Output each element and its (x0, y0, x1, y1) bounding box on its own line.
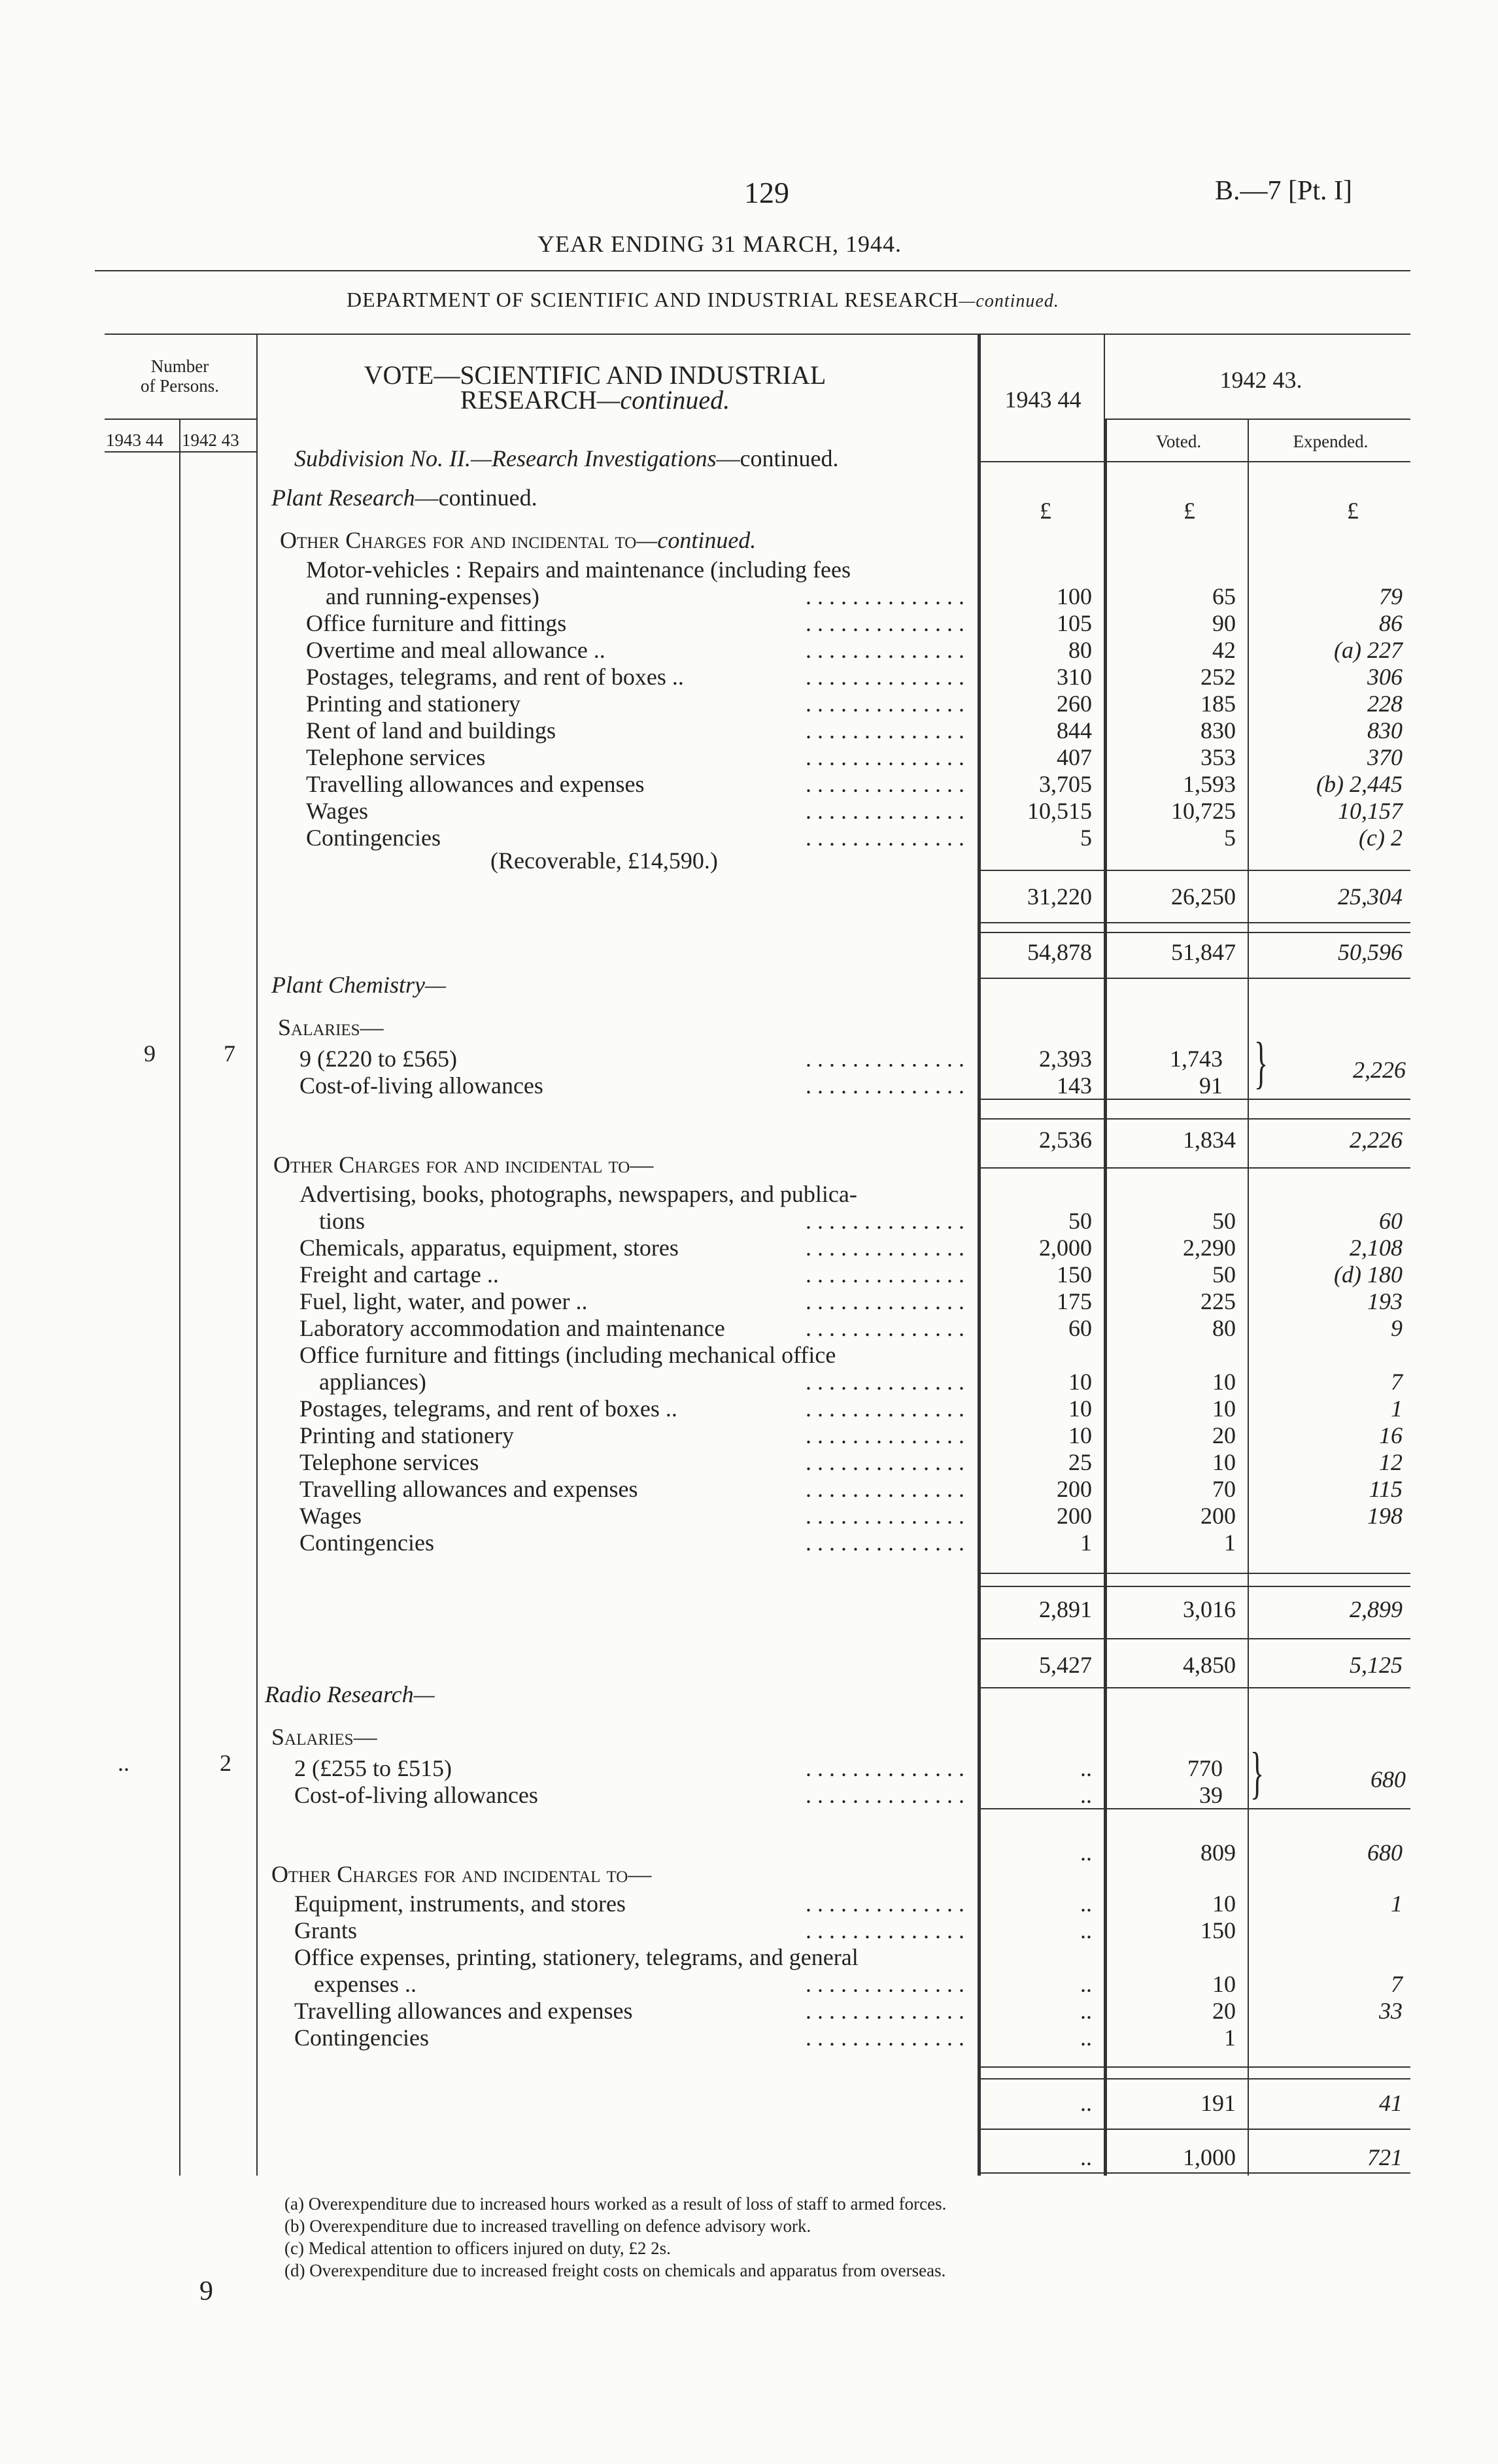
leader-dots: . . . . . . . . . . . . . . (806, 1998, 964, 2024)
radio-research-salaries-heading: Salaries— (271, 1724, 377, 1750)
leader-dots: . . . . . . . . . . . . . . (806, 610, 964, 636)
amount-1943: 2,393 (1039, 1046, 1092, 1072)
amount-expended: (b) 2,445 (1316, 771, 1403, 797)
amount-voted: 10 (1212, 1369, 1236, 1395)
amount-expended: (c) 2 (1359, 825, 1403, 851)
subtotal-rule (978, 870, 1410, 871)
page-number: 129 (744, 176, 789, 209)
amount-voted: 39 (1199, 1782, 1223, 1808)
line-item-label: Contingencies (299, 1530, 434, 1556)
subtotal-rule (978, 1167, 1410, 1169)
amount-voted: 10,725 (1171, 798, 1236, 824)
leader-dots: . . . . . . . . . . . . . . (806, 798, 964, 824)
amount-expended: 2,108 (1350, 1235, 1403, 1261)
amount-expended: 79 (1379, 583, 1403, 609)
leader-dots: . . . . . . . . . . . . . . (806, 1046, 964, 1072)
amount-1943: .. (1080, 2025, 1092, 2051)
amount-voted: 1,743 (1170, 1046, 1223, 1072)
salary-label: 2 (£255 to £515) (294, 1755, 452, 1781)
leader-dots: . . . . . . . . . . . . . . (806, 1395, 964, 1422)
footnote: (b) Overexpenditure due to increased travelling on defence advisory work. (284, 2216, 811, 2236)
amount-voted: 252 (1200, 664, 1236, 690)
amount-voted: 353 (1200, 744, 1236, 770)
leader-dots: . . . . . . . . . . . . . . (806, 1422, 964, 1448)
plant-chemistry-salary-total-1943: 2,536 (1039, 1127, 1092, 1153)
leader-dots: . . . . . . . . . . . . . . (806, 691, 964, 717)
leader-dots: . . . . . . . . . . . . . . (806, 771, 964, 797)
persons-subheader-rule (105, 419, 256, 420)
1942-subheader-rule (1104, 419, 1410, 420)
line-item-label: Contingencies (306, 825, 441, 851)
plant-research-subtotal-1943: 31,220 (1027, 883, 1092, 910)
amount-1943: 407 (1057, 744, 1092, 770)
leader-dots: . . . . . . . . . . . . . . (806, 664, 964, 690)
leader-dots: . . . . . . . . . . . . . . (806, 583, 964, 609)
plant-research-total-expended: 50,596 (1338, 939, 1403, 965)
subdivision-heading: Subdivision No. II.—Research Investigations—continued. (294, 445, 839, 471)
amount-voted: 10 (1212, 1891, 1236, 1917)
salary-label: Cost-of-living allowances (299, 1072, 543, 1099)
plant-research-total-voted: 51,847 (1171, 939, 1236, 965)
line-item-label: appliances) (319, 1369, 426, 1395)
subtotal-rule (978, 1099, 1410, 1100)
amount-expended: 306 (1367, 664, 1403, 690)
line-item-label: Wages (299, 1503, 362, 1529)
subtotal-rule (978, 1573, 1410, 1574)
footnote: (a) Overexpenditure due to increased hours worked as a result of loss of staff to armed forces. (284, 2194, 947, 2214)
line-item-label: Advertising, books, photographs, newspapers, and publica- (299, 1181, 857, 1207)
column-1942-header: 1942 43. (1219, 367, 1302, 393)
line-item-label: Postages, telegrams, and rent of boxes .. (306, 664, 684, 690)
leader-dots: . . . . . . . . . . . . . . (806, 1072, 964, 1099)
line-item-label: Telephone services (306, 744, 486, 770)
amount-voted: 185 (1200, 691, 1236, 717)
amount-voted: 150 (1200, 1917, 1236, 1943)
plant-chemistry-salary-expended: 2,226 (1353, 1057, 1406, 1083)
amount-voted: 225 (1200, 1288, 1236, 1314)
amount-voted: 10 (1212, 1971, 1236, 1997)
amount-voted: 70 (1212, 1476, 1236, 1502)
line-item-label: expenses .. (314, 1971, 417, 1997)
leader-dots: . . . . . . . . . . . . . . (806, 637, 964, 663)
line-item-label: and running-expenses) (326, 583, 539, 609)
amount-1943: .. (1080, 1782, 1092, 1808)
amount-1943: .. (1080, 1755, 1092, 1781)
amount-voted: 2,290 (1183, 1235, 1236, 1261)
amount-1943: 143 (1057, 1072, 1092, 1099)
line-item-label: tions (319, 1208, 366, 1234)
column-1943-header: 1943 44 (1004, 386, 1081, 413)
amount-voted-divider-top (1104, 334, 1105, 419)
amount-1943: 310 (1057, 664, 1092, 690)
total-rule (978, 1638, 1410, 1639)
amount-header-bottom-rule (978, 461, 1410, 462)
plant-chemistry-persons-1942: 7 (224, 1040, 235, 1067)
plant-chemistry-subtotal-expended: 2,899 (1350, 1596, 1403, 1622)
line-item-label: Overtime and meal allowance .. (306, 637, 605, 663)
amount-voted: 20 (1212, 1998, 1236, 2024)
leader-dots: . . . . . . . . . . . . . . (806, 1288, 964, 1314)
amount-1943: 3,705 (1039, 771, 1092, 797)
amount-voted: 65 (1212, 583, 1236, 609)
radio-research-total-expended: 721 (1367, 2144, 1403, 2170)
amount-1943: 10 (1068, 1422, 1092, 1448)
line-item-label: Office furniture and fittings (306, 610, 567, 636)
amount-voted: 91 (1199, 1072, 1223, 1099)
amount-expended: 198 (1367, 1503, 1403, 1529)
amount-expended: 193 (1367, 1288, 1403, 1314)
amount-1943: .. (1080, 1998, 1092, 2024)
plant-chemistry-salary-total-expended: 2,226 (1350, 1127, 1403, 1153)
line-item-label: Printing and stationery (306, 691, 520, 717)
plant-chemistry-salaries-heading: Salaries— (278, 1014, 384, 1040)
leader-dots: . . . . . . . . . . . . . . (806, 1449, 964, 1475)
line-item-label: Grants (294, 1917, 357, 1943)
radio-research-persons-1943: .. (118, 1750, 129, 1776)
radio-research-salary-total-voted: 809 (1200, 1839, 1236, 1866)
amount-1943: 10 (1068, 1369, 1092, 1395)
leader-dots: . . . . . . . . . . . . . . (806, 1755, 964, 1781)
plant-research-total-1943: 54,878 (1027, 939, 1092, 965)
radio-research-persons-1942: 2 (220, 1750, 231, 1776)
amount-voted: 50 (1212, 1261, 1236, 1288)
line-item-label: Travelling allowances and expenses (294, 1998, 633, 2024)
line-item-label: Office furniture and fittings (including mechanical office (299, 1342, 836, 1368)
department-heading: DEPARTMENT OF SCIENTIFIC AND INDUSTRIAL RESEARCH—continued. (347, 288, 1059, 311)
persons-year-divider (179, 419, 180, 2176)
radio-research-other-charges-heading: Other Charges for and incidental to— (271, 1861, 652, 1887)
radio-research-total-voted: 1,000 (1183, 2144, 1236, 2170)
total-rule (978, 2172, 1410, 2174)
amount-1943: 2,000 (1039, 1235, 1092, 1261)
leader-dots: . . . . . . . . . . . . . . (806, 1971, 964, 1997)
line-item-label: Freight and cartage .. (299, 1261, 499, 1288)
brace-icon: } (1250, 1741, 1265, 1805)
subtotal-rule (978, 2066, 1410, 2068)
footer-mark: 9 (199, 2276, 213, 2306)
leader-dots: . . . . . . . . . . . . . . (806, 1208, 964, 1234)
leader-dots: . . . . . . . . . . . . . . (806, 717, 964, 744)
persons-year-1943: 1943 44 (106, 430, 163, 450)
amount-1943: 1 (1080, 1530, 1092, 1556)
leader-dots: . . . . . . . . . . . . . . (806, 1369, 964, 1395)
amount-voted: 80 (1212, 1315, 1236, 1341)
footnote: (d) Overexpenditure due to increased freight costs on chemicals and apparatus from overseas. (284, 2261, 946, 2280)
line-item-label: Laboratory accommodation and maintenance (299, 1315, 725, 1341)
amount-1943: 150 (1057, 1261, 1092, 1288)
pound-sign-1943: £ (1040, 498, 1051, 524)
amount-1943: 25 (1068, 1449, 1092, 1475)
persons-column-divider (256, 334, 258, 2176)
amount-1943: 844 (1057, 717, 1092, 744)
amount-expended: 7 (1391, 1971, 1403, 1997)
pound-sign-voted: £ (1183, 498, 1195, 524)
amount-1943: .. (1080, 1917, 1092, 1943)
header-rule (95, 270, 1410, 271)
amount-voted-divider (1104, 419, 1107, 2176)
total-rule (978, 922, 1410, 923)
plant-chemistry-subtotal-voted: 3,016 (1183, 1596, 1236, 1622)
page-reference: B.—7 [Pt. I] (1215, 176, 1352, 206)
plant-chemistry-total-voted: 4,850 (1183, 1652, 1236, 1678)
salary-label: 9 (£220 to £565) (299, 1046, 457, 1072)
plant-research-heading: Plant Research—continued. (271, 485, 537, 511)
amount-voted: 770 (1187, 1755, 1223, 1781)
persons-header-bottom-rule (105, 451, 256, 453)
plant-chemistry-total-1943: 5,427 (1039, 1652, 1092, 1678)
leader-dots: . . . . . . . . . . . . . . (806, 1917, 964, 1943)
amount-1943: 200 (1057, 1476, 1092, 1502)
amount-voted: 10 (1212, 1449, 1236, 1475)
amount-expended: (a) 227 (1334, 637, 1403, 663)
leader-dots: . . . . . . . . . . . . . . (806, 1530, 964, 1556)
total-rule (978, 932, 1410, 933)
amount-voted: 42 (1212, 637, 1236, 663)
amount-1943: 10 (1068, 1395, 1092, 1422)
line-item-label: Equipment, instruments, and stores (294, 1891, 626, 1917)
amount-expended: 60 (1379, 1208, 1403, 1234)
line-item-label: Rent of land and buildings (306, 717, 556, 744)
amount-expended-divider (1248, 419, 1249, 2176)
amount-expended: 16 (1379, 1422, 1403, 1448)
amount-1943: 60 (1068, 1315, 1092, 1341)
amount-voted: 10 (1212, 1395, 1236, 1422)
plant-chemistry-total-expended: 5,125 (1350, 1652, 1403, 1678)
radio-research-subtotal-1943: .. (1080, 2090, 1092, 2116)
footnote: (c) Medical attention to officers injured on duty, £2 2s. (284, 2238, 671, 2258)
vote-title: VOTE—SCIENTIFIC AND INDUSTRIAL RESEARCH—continued. (364, 360, 826, 415)
persons-header-line1: Number (150, 356, 209, 376)
line-item-label: Travelling allowances and expenses (299, 1476, 638, 1502)
leader-dots: . . . . . . . . . . . . . . (806, 1261, 964, 1288)
line-item-label: Fuel, light, water, and power .. (299, 1288, 588, 1314)
subtotal-rule (978, 1808, 1410, 1809)
line-item-label: Chemicals, apparatus, equipment, stores (299, 1235, 679, 1261)
leader-dots: . . . . . . . . . . . . . . (806, 744, 964, 770)
line-item-label: Printing and stationery (299, 1422, 514, 1448)
amount-voted: 90 (1212, 610, 1236, 636)
leader-dots: . . . . . . . . . . . . . . (806, 1476, 964, 1502)
plant-chemistry-heading: Plant Chemistry— (271, 972, 446, 998)
total-rule (978, 978, 1410, 979)
amount-voted: 20 (1212, 1422, 1236, 1448)
amount-voted: 1,593 (1183, 771, 1236, 797)
amount-voted: 1 (1224, 1530, 1236, 1556)
amount-expended: 12 (1379, 1449, 1403, 1475)
amount-voted: 200 (1200, 1503, 1236, 1529)
amount-expended: 1 (1391, 1395, 1403, 1422)
plant-chemistry-subtotal-1943: 2,891 (1039, 1596, 1092, 1622)
radio-research-salary-total-expended: 680 (1367, 1839, 1403, 1866)
amount-1943: .. (1080, 1971, 1092, 1997)
amount-1943: .. (1080, 1891, 1092, 1917)
amount-voted: 50 (1212, 1208, 1236, 1234)
plant-chemistry-salary-total-voted: 1,834 (1183, 1127, 1236, 1153)
line-item-label: Telephone services (299, 1449, 479, 1475)
radio-research-subtotal-expended: 41 (1379, 2090, 1403, 2116)
amount-voted: 1 (1224, 2025, 1236, 2051)
plant-research-other-charges-heading: Other Charges for and incidental to—continued. (280, 527, 757, 553)
line-item-label: Travelling allowances and expenses (306, 771, 645, 797)
amount-1943: 50 (1068, 1208, 1092, 1234)
amount-expended: 33 (1379, 1998, 1403, 2024)
amount-expended: 228 (1367, 691, 1403, 717)
amount-1943: 80 (1068, 637, 1092, 663)
subtotal-rule (978, 2078, 1410, 2079)
year-heading: YEAR ENDING 31 MARCH, 1944. (537, 231, 902, 257)
amount-expended: 115 (1369, 1476, 1403, 1502)
line-item-label: Office expenses, printing, stationery, telegrams, and general (294, 1944, 859, 1970)
line-item-label: Contingencies (294, 2025, 429, 2051)
persons-header-line2: of Persons. (141, 376, 219, 396)
subtotal-rule (978, 1118, 1410, 1120)
persons-year-1942: 1942 43 (182, 430, 239, 450)
brace-icon: } (1254, 1031, 1268, 1095)
leader-dots: . . . . . . . . . . . . . . (806, 2025, 964, 2051)
amount-expended: (d) 180 (1334, 1261, 1403, 1288)
pound-sign-expended: £ (1347, 498, 1359, 524)
amount-1943: 5 (1080, 825, 1092, 851)
total-rule (978, 2129, 1410, 2130)
amount-1943: 175 (1057, 1288, 1092, 1314)
leader-dots: . . . . . . . . . . . . . . (806, 825, 964, 851)
amount-expended: 1 (1391, 1891, 1403, 1917)
radio-research-total-1943: .. (1080, 2144, 1092, 2170)
amount-1943: 260 (1057, 691, 1092, 717)
radio-research-salary-total-1943: .. (1080, 1839, 1092, 1866)
plant-chemistry-other-charges-heading: Other Charges for and incidental to— (273, 1152, 654, 1178)
amount-1943: 200 (1057, 1503, 1092, 1529)
plant-research-subtotal-expended: 25,304 (1338, 883, 1403, 910)
line-item-label: Postages, telegrams, and rent of boxes .. (299, 1395, 677, 1422)
amount-1943: 10,515 (1027, 798, 1092, 824)
radio-research-salary-expended: 680 (1370, 1766, 1406, 1792)
column-expended-header: Expended. (1293, 432, 1369, 451)
salary-label: Cost-of-living allowances (294, 1782, 538, 1808)
amount-expended: 7 (1391, 1369, 1403, 1395)
subtotal-rule (978, 1586, 1410, 1587)
leader-dots: . . . . . . . . . . . . . . (806, 1235, 964, 1261)
total-rule (978, 1687, 1410, 1688)
amount-expended: 9 (1391, 1315, 1403, 1341)
recoverable-note: (Recoverable, £14,590.) (490, 847, 718, 874)
amount-expended: 86 (1379, 610, 1403, 636)
radio-research-subtotal-voted: 191 (1200, 2090, 1236, 2116)
table-top-rule (105, 334, 1410, 335)
line-item-label: Motor-vehicles : Repairs and maintenance (including fees (306, 556, 851, 583)
leader-dots: . . . . . . . . . . . . . . (806, 1782, 964, 1808)
amount-1943: 105 (1057, 610, 1092, 636)
amount-expended: 10,157 (1338, 798, 1403, 824)
amount-expended: 830 (1367, 717, 1403, 744)
plant-chemistry-persons-1943: 9 (144, 1040, 156, 1067)
amount-expended: 370 (1367, 744, 1403, 770)
leader-dots: . . . . . . . . . . . . . . (806, 1503, 964, 1529)
amount-voted: 5 (1224, 825, 1236, 851)
leader-dots: . . . . . . . . . . . . . . (806, 1891, 964, 1917)
plant-research-subtotal-voted: 26,250 (1171, 883, 1236, 910)
column-voted-header: Voted. (1155, 432, 1202, 451)
leader-dots: . . . . . . . . . . . . . . (806, 1315, 964, 1341)
line-item-label: Wages (306, 798, 369, 824)
radio-research-heading: Radio Research— (265, 1681, 435, 1707)
amount-1943: 100 (1057, 583, 1092, 609)
amount-voted: 830 (1200, 717, 1236, 744)
